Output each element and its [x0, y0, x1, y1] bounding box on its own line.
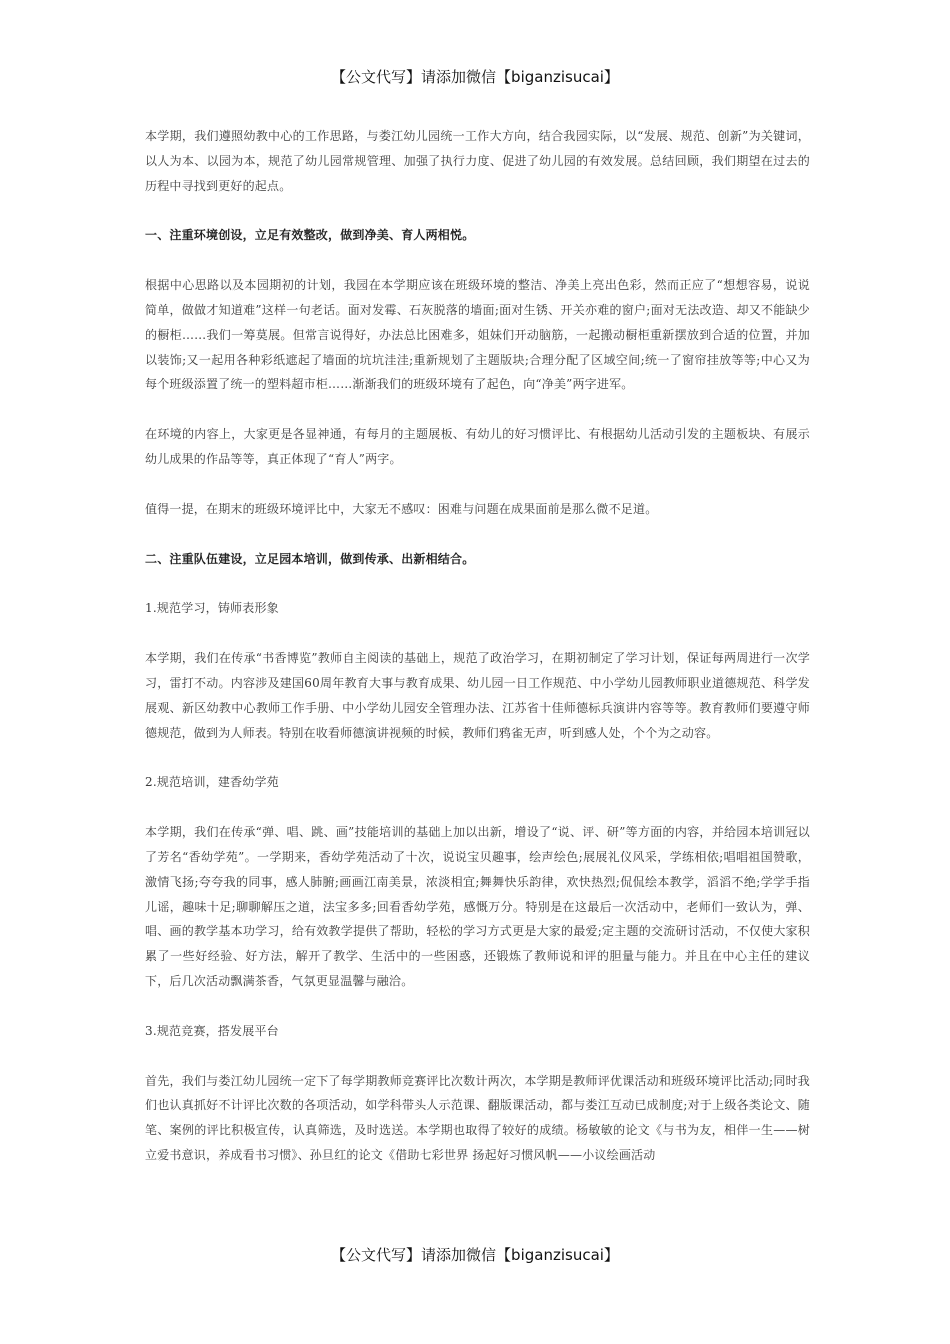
section-heading-1: 一、注重环境创设，立足有效整改，做到净美、育人两相悦。 [145, 228, 475, 243]
body-paragraph: 根据中心思路以及本园期初的计划，我园在本学期应该在班级环境的整洁、净美上亮出色彩，然而正应了“想想容易，说说简单，做做才知道难”这样一句老话。面对发霉、石灰脱落的墙面;面对生锈、开关亦难的窗户;面对无法改造、却又不能缺少的橱柜……我们一筹莫展。但常言说得好，办法总比困难多，姐妹们开动脑筋，一起搬动橱柜重新摆放到合适的位置，并加以装饰;又一起用各种彩纸遮起了墙面的坑坑洼洼;重新规划了主题版块;合理分配了区域空间;统一了窗帘挂放等等;中心又为每个班级添置了统一的塑料超市柜……渐渐我们的班级环境有了起色，向“净美”两字进军。 [145, 278, 810, 392]
body-paragraph: 值得一提，在期末的班级环境评比中，大家无不感叹：困难与问题在成果面前是那么微不足道。 [145, 501, 658, 516]
subsection-heading-2: 2.规范培训，建香幼学苑 [145, 775, 279, 790]
subsection-heading-3: 3.规范竞赛，搭发展平台 [145, 1023, 279, 1038]
body-paragraph: 本学期，我们在传承“书香博览”教师自主阅读的基础上，规范了政治学习，在期初制定了学习计划，保证每两周进行一次学习，雷打不动。内容涉及建国60周年教育大事与教育成果、幼儿园一日工作规范、中小学幼儿园教师职业道德规范、科学发展观、新区幼教中心教师工作手册、中小学幼儿园安全管理办法、江苏省十佳师德标兵演讲内容等等。教育教师们要遵守师德规范，做到为人师表。特别在收看师德演讲视频的时候，教师们鸦雀无声，听到感人处，个个为之动容。 [145, 651, 810, 740]
body-paragraph: 首先，我们与娄江幼儿园统一定下了每学期教师竞赛评比次数计两次，本学期是教师评优课活动和班级环境评比活动;同时我们也认真抓好不计评比次数的各项活动，如学科带头人示范课、翻版课活动，都与娄江互动已成制度;对于上级各类论文、随笔、案例的评比积极宣传，认真筛选，及时选送。本学期也取得了较好的成绩。杨敏敏的论文《与书为友，相伴一生——树立爱书意识，养成看书习惯》、孙旦红的论文《借助七彩世界 扬起好习惯风帆——小议绘画活动 [145, 1073, 810, 1162]
subsection-heading-1: 1.规范学习，铸师表形象 [145, 601, 279, 616]
body-paragraph: 在环境的内容上，大家更是各显神通，有每月的主题展板、有幼儿的好习惯评比、有根据幼儿活动引发的主题板块、有展示幼儿成果的作品等等，真正体现了“育人”两字。 [145, 427, 810, 466]
section-heading-2: 二、注重队伍建设，立足园本培训，做到传承、出新相结合。 [145, 551, 475, 566]
document-body [145, 124, 810, 1168]
body-paragraph: 本学期，我们在传承“弹、唱、跳、画”技能培训的基础上加以出新，增设了“说、评、研”等方面的内容，并给园本培训冠以了芳名“香幼学苑”。一学期来，香幼学苑活动了十次，说说宝贝趣事，绘声绘色;展展礼仪风采，学练相依;唱唱祖国赞歌，激情飞扬;夸夸我的同事，感人肺腑;画画江南美景，浓淡相宜;舞舞快乐韵律，欢快热烈;侃侃绘本教学，滔滔不绝;学学手指儿谣，趣味十足;聊聊解压之道，法宝多多;回看香幼学苑，感慨万分。特别是在这最后一次活动中，老师们一致认为，弹、唱、画的教学基本功学习，给有效教学提供了帮助，轻松的学习方式更是大家的最爱;定主题的交流研讨活动，不仅使大家积累了一些好经验、好方法，解开了教学、生活中的一些困惑，还锻炼了教师说和评的胆量与能力。并且在中心主任的建议下，后几次活动飘满茶香，气氛更显温馨与融洽。 [145, 825, 810, 988]
page-footer: 【公文代写】请添加微信【biganzisucai】 [331, 1246, 619, 1264]
intro-paragraph: 本学期，我们遵照幼教中心的工作思路，与娄江幼儿园统一工作大方向，结合我园实际，以“发展、规范、创新”为关键词，以人为本、以园为本，规范了幼儿园常规管理、加强了执行力度、促进了幼儿园的有效发展。总结回顾，我们期望在过去的历程中寻找到更好的起点。 [145, 129, 810, 193]
page-header: 【公文代写】请添加微信【biganzisucai】 [331, 68, 619, 86]
